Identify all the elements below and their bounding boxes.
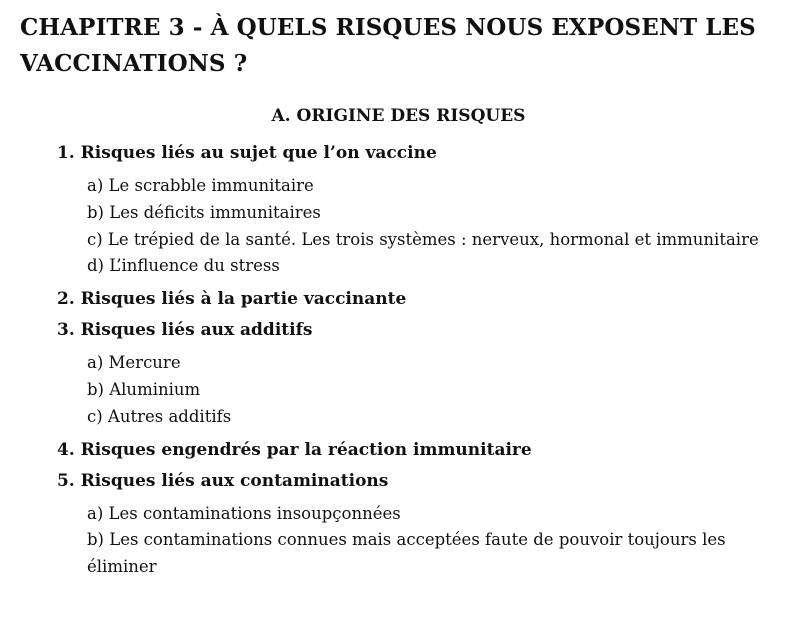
sub-list <box>87 173 777 280</box>
outline-item-1 <box>0 140 800 280</box>
sub-item: c) Le trépied de la santé. Les trois systèmes : nerveux, hormonal et immunitaire <box>87 229 759 249</box>
sub-item: a) Mercure <box>87 353 181 373</box>
item-heading: 4. Risques engendrés par la réaction immunitaire <box>57 439 532 460</box>
outline-item-2 <box>0 286 800 317</box>
chapter-title: CHAPITRE 3 - À QUELS RISQUES NOUS EXPOSENT LES VACCINATIONS ? <box>20 14 756 77</box>
sub-item: b) Les contaminations connues mais acceptées faute de pouvoir toujours les éliminer <box>87 530 726 577</box>
outline-item-4 <box>0 437 800 468</box>
sub-list <box>87 501 777 581</box>
item-heading: 1. Risques liés au sujet que l’on vaccine <box>57 143 437 163</box>
sub-item: d) L’influence du stress <box>87 256 280 276</box>
sub-item: b) Les déficits immunitaires <box>87 202 321 222</box>
item-heading: 5. Risques liés aux contaminations <box>57 470 389 491</box>
item-heading: 2. Risques liés à la partie vaccinante <box>57 289 407 310</box>
item-heading: 3. Risques liés aux additifs <box>57 320 313 341</box>
outline-item-3 <box>0 317 800 430</box>
sub-item: c) Autres additifs <box>87 406 232 426</box>
section-title: A. ORIGINE DES RISQUES <box>271 106 526 126</box>
sub-item: b) Aluminium <box>87 379 201 399</box>
outline-item-5 <box>0 468 800 581</box>
risk-outline <box>0 140 800 587</box>
sub-list <box>87 350 777 430</box>
sub-item: a) Le scrabble immunitaire <box>87 176 314 195</box>
sub-item: a) Les contaminations insoupçonnées <box>87 503 401 523</box>
